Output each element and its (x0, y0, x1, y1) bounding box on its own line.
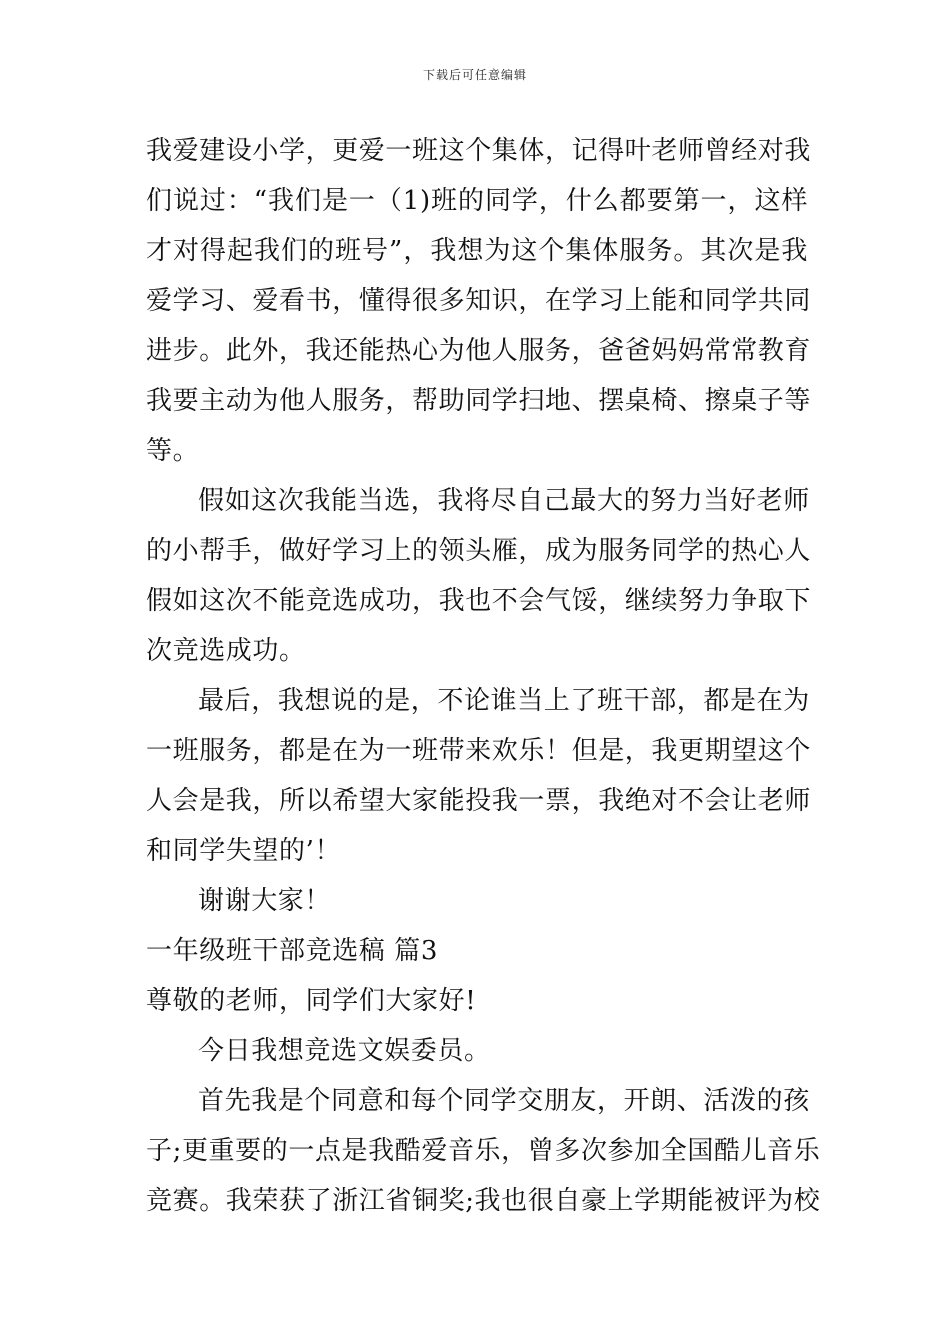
text-line: 的小帮手，做好学习上的领头雁，成为服务同学的热心人 (146, 536, 812, 566)
section-title: 一年级班干部竞选稿 篇3 (146, 936, 439, 966)
text-line: 等。 (146, 436, 200, 466)
text-line: 子;更重要的一点是我酷爱音乐，曾多次参加全国酷儿音乐 (146, 1136, 821, 1166)
paragraph-first-line: 最后，我想说的是，不论谁当上了班干部，都是在为 (198, 686, 810, 716)
paragraph-first-line: 首先我是个同意和每个同学交朋友，开朗、活泼的孩 (198, 1086, 810, 1116)
text-line: 次竞选成功。 (146, 636, 306, 666)
text-line: 一班服务，都是在为一班带来欢乐！但是，我更期望这个 (146, 736, 812, 766)
text-line: 假如这次不能竞选成功，我也不会气馁，继续努力争取下 (146, 586, 812, 616)
page-header: 下载后可任意编辑 (422, 68, 527, 82)
text-line: 我要主动为他人服务，帮助同学扫地、摆桌椅、擦桌子等 (146, 386, 812, 416)
paragraph-first-line: 假如这次我能当选，我将尽自己最大的努力当好老师 (198, 486, 810, 516)
text-line: 进步。此外，我还能热心为他人服务，爸爸妈妈常常教育 (146, 336, 812, 366)
text-line: 我爱建设小学，更爱一班这个集体，记得叶老师曾经对我 (146, 136, 812, 166)
text-line: 爱学习、爱看书，懂得很多知识，在学习上能和同学共同 (146, 286, 812, 316)
text-line: 和同学失望的’！ (146, 836, 342, 866)
text-line: 竞赛。我荣获了浙江省铜奖;我也很自豪上学期能被评为校 (146, 1186, 821, 1216)
paragraph-first-line: 今日我想竞选文娱委员。 (198, 1036, 491, 1066)
text-line: 人会是我，所以希望大家能投我一票，我绝对不会让老师 (146, 786, 812, 816)
text-line: 才对得起我们的班号”，我想为这个集体服务。其次是我 (146, 236, 808, 266)
salutation: 尊敬的老师，同学们大家好! (146, 986, 477, 1016)
closing-line: 谢谢大家！ (198, 886, 332, 916)
text-line: 们说过：“我们是一（1)班的同学，什么都要第一，这样 (146, 186, 808, 216)
